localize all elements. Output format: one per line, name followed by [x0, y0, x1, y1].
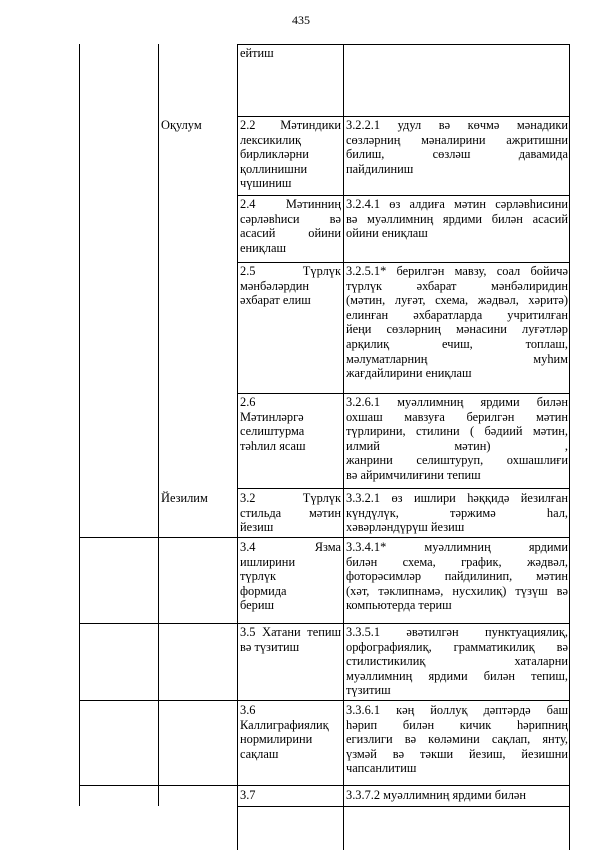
cell-text-line: түрлүк [240, 569, 277, 584]
cell-text-line: ишлирини [240, 554, 296, 569]
cell-text-line: түзитиш [346, 683, 391, 698]
skill-cell [240, 540, 341, 613]
cell-text-line: қоллинишни [240, 161, 308, 176]
cell-text-line: сөзләрниң мәналирини ажритишни [346, 132, 568, 147]
cell-text-line: 3.2.6.1 муәллимниң ярдими билән [346, 395, 568, 409]
cell-text-line: 2.2 Мәтиндики [240, 118, 341, 132]
cell-text-line: ойини ениқлаш [346, 226, 428, 241]
cell-text-line: елинған әхбаратларда учритилған [346, 307, 568, 322]
cell-text-line: билән схема, график, жәдвәл, [346, 554, 568, 569]
cell-text-line: 3.2.4.1 өз алдиға мәтин сәрләвһисини [346, 197, 568, 211]
column-divider-3 [343, 44, 344, 850]
cell-text-line: хәвәрләндүрүш йезиш [346, 520, 465, 535]
column-divider-1 [158, 44, 159, 806]
cell-text-line: стилистикилиқ хаталарни [346, 654, 568, 669]
cell-text-line: стильда мәтин [240, 505, 341, 520]
objective-cell [346, 264, 568, 381]
table-border-left [79, 44, 80, 806]
cell-text-line: һәрип билән кичик һәрипниң [346, 717, 568, 732]
cell-text-line: 2.5 Түрлүк [240, 264, 341, 278]
cell-text-line: 3.3.4.1* муәллимниң ярдими [346, 540, 568, 554]
cell-text-line: (хәт, тәклипнамә, нусхилиқ) түзүш вә [346, 583, 568, 598]
cell-text-line: чапсанлитиш [346, 761, 417, 776]
cell-text-line: мәлуматларниң муһим [346, 351, 568, 366]
cell-text-line: 3.2.5.1* берилгән мавзу, соал бойичә [346, 264, 568, 278]
cell-text-line: селиштурма [240, 424, 305, 439]
cell-text-line: сәрләвһиси вә [240, 211, 341, 226]
skill-cell [240, 46, 341, 61]
cell-text-line: лексикилиқ [240, 132, 302, 147]
row-line [237, 44, 570, 45]
cell-text-line: муәллимниң ярдими билән тепиш, [346, 668, 568, 683]
objective-cell [346, 395, 568, 483]
cell-text-line: жанрини селиштуруп, охшашлиғи [346, 453, 568, 468]
objective-cell [346, 788, 568, 803]
row-line [237, 116, 570, 117]
cell-text-line: ениқлаш [240, 240, 287, 255]
cell-text-line: түрлүк әхбарат мәнбәлиридин [346, 278, 568, 293]
cell-text-line: 2.6 [240, 395, 256, 409]
objective-cell [346, 540, 568, 613]
cell-text-line: охшаш мавзуға берилгән мәтин [346, 409, 568, 424]
objective-cell [346, 197, 568, 241]
cell-text-line: үзмәй вә тәкши йезиш, йезишни [346, 746, 568, 761]
row-line [237, 488, 570, 489]
cell-text-line: Мәтинләргә [240, 409, 304, 424]
cell-text-line: күндүлүк, тәржимә һал, [346, 505, 568, 520]
skill-cell [240, 491, 341, 535]
cell-text-line: 3.3.6.1 кәң йоллуқ дәптәрдә баш [346, 703, 568, 717]
cell-text-line: орфографиялиқ, грамматикилиқ вә [346, 639, 568, 654]
cell-text-line: 3.3.2.1 өз ишлири һәққидә йезилған [346, 491, 568, 505]
row-line [237, 262, 570, 263]
cell-text-line: пайдилиниш [346, 161, 414, 176]
cell-text-line: вә муәллимниң ярдими билән асасий [346, 211, 568, 226]
cell-text-line: мәнбәләрдин [240, 278, 310, 293]
skill-cell [240, 197, 341, 255]
cell-text-line: чүшиниш [240, 176, 292, 191]
cell-text-line: 3.4 Язма [240, 540, 341, 554]
cell-text-line: сақлаш [240, 746, 279, 761]
cell-text-line: 3.6 [240, 703, 256, 717]
row-line [79, 700, 570, 701]
cell-text-line: йезиш [240, 520, 274, 535]
skill-cell [240, 703, 341, 761]
cell-text-line: тәһлил ясаш [240, 438, 306, 453]
cell-text-line: 3.3.5.1 әвәтилгән пунктуациялиқ, [346, 625, 568, 639]
cell-text-line: 3.5 Хатани тепиш [240, 625, 341, 639]
row-line [79, 623, 570, 624]
objective-cell [346, 118, 568, 176]
objective-cell [346, 703, 568, 776]
section-reading-label: Оқулум [161, 118, 202, 132]
row-line [237, 806, 570, 807]
cell-text-line: 3.2.2.1 удул вә көчмә мәнадики [346, 118, 568, 132]
skill-cell [240, 788, 341, 803]
row-line [237, 393, 570, 394]
page-number: 435 [292, 13, 310, 27]
cell-text-line: бирликләрни [240, 147, 309, 162]
cell-text-line: 2.4 Мәтинниң [240, 197, 341, 211]
cell-text-line: ейтиш [240, 46, 274, 60]
cell-text-line: асасий ойини [240, 226, 341, 241]
cell-text-line: әхбарат елиш [240, 293, 311, 308]
skill-cell [240, 264, 341, 308]
cell-text-line: арқилиқ ечиш, топлаш, [346, 336, 568, 351]
cell-text-line: йеңи сөзләрниң мәнасини луғәтләр [346, 322, 568, 337]
cell-text-line: жағдайлирини ениқлаш [346, 366, 472, 381]
cell-text-line: билиш, сөзләш давамида [346, 147, 568, 162]
row-line [237, 195, 570, 196]
cell-text-line: вә айримчилиғини тепиш [346, 467, 481, 482]
table-border-right [569, 44, 570, 850]
cell-text-line: фоторәсимләр пайдилинип, мәтин [346, 569, 568, 584]
cell-text-line: 3.2 Түрлүк [240, 491, 341, 505]
cell-text-line: (мәтин, луғәт, схема, жәдвәл, хәритә) [346, 293, 568, 308]
objective-cell [346, 625, 568, 698]
cell-text-line: компьютерда териш [346, 598, 452, 613]
cell-text-line: 3.7 [240, 788, 256, 802]
skill-cell [240, 118, 341, 191]
cell-text-line: вә түзитиш [240, 639, 300, 654]
row-line [79, 537, 570, 538]
skill-cell [240, 395, 341, 453]
cell-text-line: 3.3.7.2 муәллимниң ярдими билән [346, 788, 527, 802]
section-writing-label: Йезилим [161, 491, 208, 505]
cell-text-line: илмий мәтин) , [346, 438, 568, 453]
cell-text-line: бериш [240, 598, 275, 613]
cell-text-line: Каллиграфиялиқ [240, 717, 329, 732]
cell-text-line: егизлиги вә көләмини сақлап, янту, [346, 732, 568, 747]
column-divider-2 [237, 44, 238, 850]
cell-text-line: формида [240, 583, 287, 598]
cell-text-line: нормилирини [240, 732, 313, 747]
skill-cell [240, 625, 341, 654]
cell-text-line: түрлирини, стилини ( бәдиий мәтин, [346, 424, 568, 439]
objective-cell [346, 491, 568, 535]
row-line [79, 785, 570, 786]
